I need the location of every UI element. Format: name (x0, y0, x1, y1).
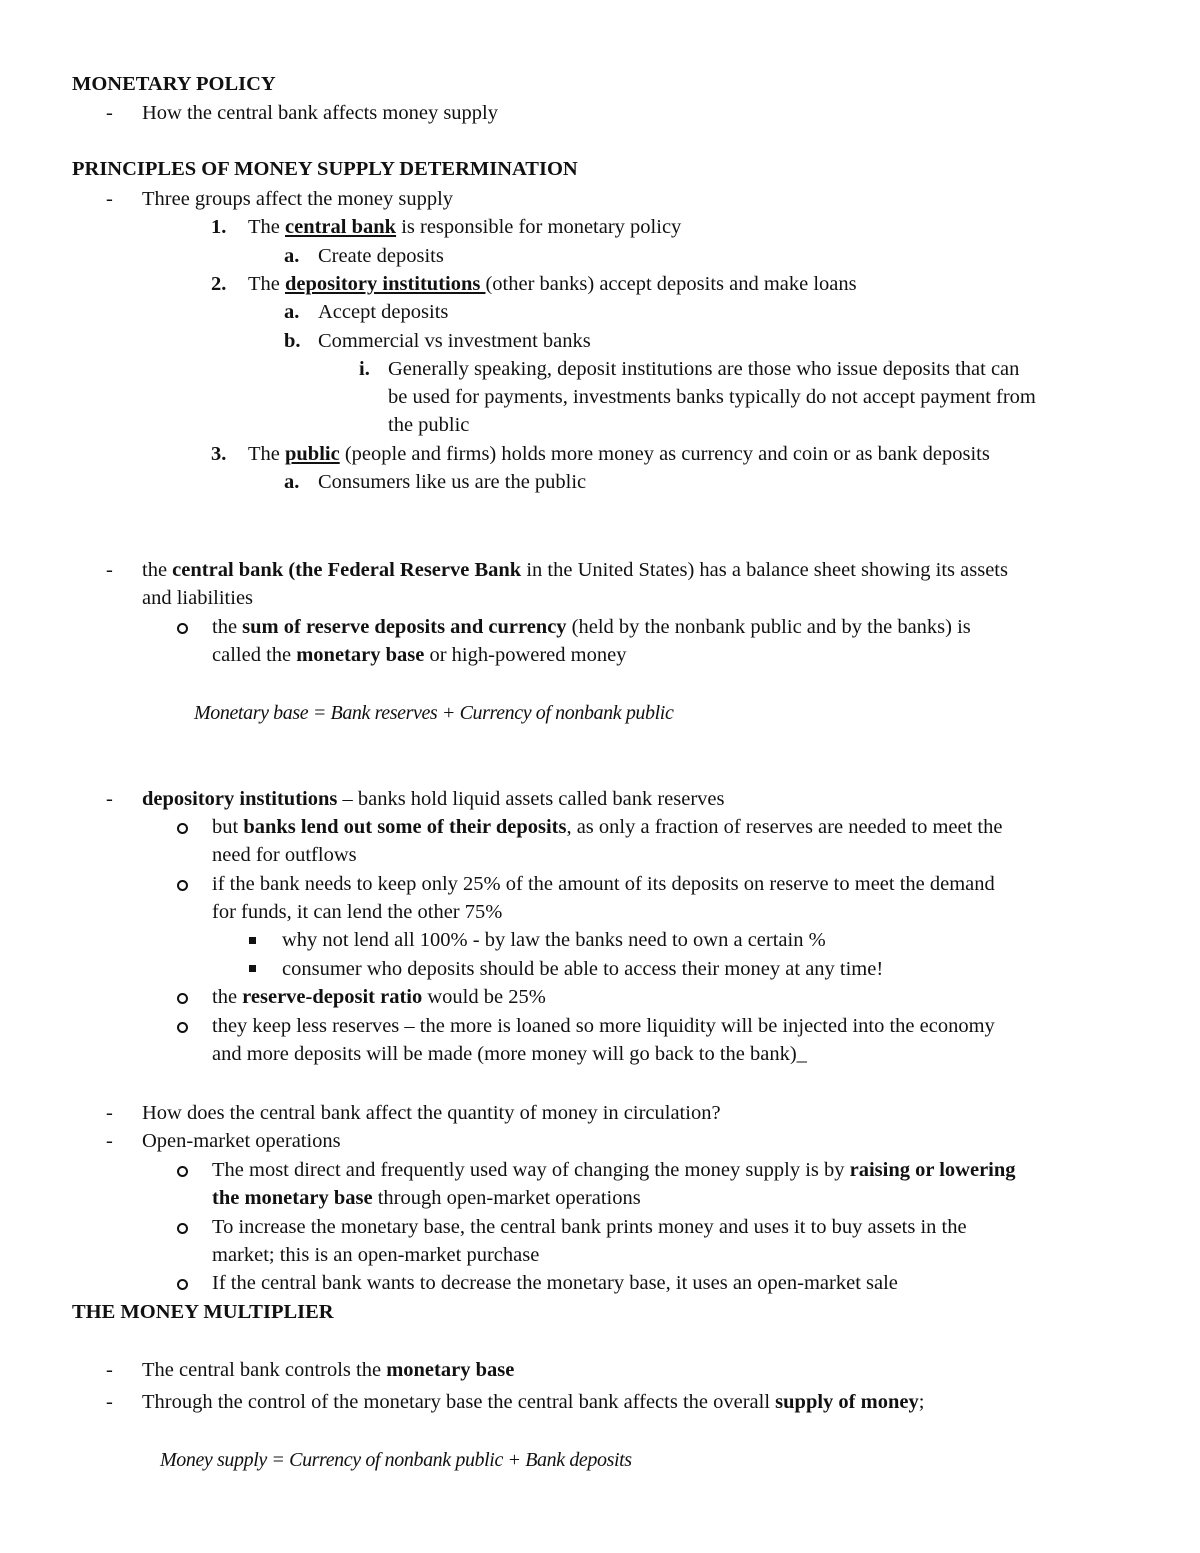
circle-bullet-icon (177, 1022, 188, 1033)
list-letter: a. (284, 245, 300, 267)
dash-bullet: - (106, 559, 113, 581)
bullet-text: Three groups affect the money supply (142, 188, 454, 210)
bullet-text: Open-market operations (142, 1130, 341, 1152)
dash-bullet: - (106, 1130, 113, 1152)
bullet-text: depository institutions – banks hold liquid assets called bank reserves (142, 788, 725, 810)
equation-monetary-base: Monetary base = Bank reserves + Currency of nonbank public (194, 702, 674, 724)
sub-bullet-text: but banks lend out some of their deposits, as only a fraction of reserves are needed to meet the (212, 816, 1003, 838)
circle-bullet-icon (177, 880, 188, 891)
square-bullet-icon (249, 937, 256, 944)
list-roman: i. (359, 358, 370, 380)
dash-bullet: - (106, 1391, 113, 1413)
dash-bullet: - (106, 188, 113, 210)
list-number: 3. (211, 443, 227, 465)
sub-bullet-text: they keep less reserves – the more is loaned so more liquidity will be injected into the economy (212, 1015, 995, 1037)
sub-bullet-text: the monetary base through open-market operations (212, 1187, 641, 1209)
bullet-text: and liabilities (142, 587, 254, 609)
sub-sub-item-text: be used for payments, investments banks typically do not accept payment from (388, 386, 1036, 408)
list-number: 1. (211, 216, 227, 238)
section-heading-principles: PRINCIPLES OF MONEY SUPPLY DETERMINATION (72, 158, 578, 180)
sub-sub-bullet-text: consumer who deposits should be able to access their money at any time! (282, 958, 884, 980)
sub-item-text: Create deposits (318, 245, 444, 267)
dash-bullet: - (106, 1102, 113, 1124)
bullet-text: The central bank controls the monetary base (142, 1359, 515, 1381)
sub-bullet-text: for funds, it can lend the other 75% (212, 901, 503, 923)
sub-bullet-text: If the central bank wants to decrease the monetary base, it uses an open-market sale (212, 1272, 898, 1294)
sub-item-text: Consumers like us are the public (318, 471, 587, 493)
dash-bullet: - (106, 102, 113, 124)
circle-bullet-icon (177, 1166, 188, 1177)
list-letter: a. (284, 301, 300, 323)
list-letter: b. (284, 330, 301, 352)
sub-bullet-text: The most direct and frequently used way of changing the money supply is by raising or lowering (212, 1159, 1016, 1181)
circle-bullet-icon (177, 1223, 188, 1234)
sub-bullet-text: the reserve-deposit ratio would be 25% (212, 986, 546, 1008)
sub-bullet-text: the sum of reserve deposits and currency (held by the nonbank public and by the banks) is (212, 616, 971, 638)
list-number: 2. (211, 273, 227, 295)
sub-bullet-text: need for outflows (212, 844, 357, 866)
list-item-public: The public (people and firms) holds more money as currency and coin or as bank deposits (248, 443, 990, 465)
sub-bullet-text: and more deposits will be made (more money will go back to the bank)_ (212, 1043, 807, 1065)
sub-sub-item-text: Generally speaking, deposit institutions are those who issue deposits that can (388, 358, 1020, 380)
list-item-depository-institutions: The depository institutions (other banks) accept deposits and make loans (248, 273, 857, 295)
sub-bullet-text: if the bank needs to keep only 25% of the amount of its deposits on reserve to meet the demand (212, 873, 995, 895)
bullet-text: How does the central bank affect the quantity of money in circulation? (142, 1102, 721, 1124)
circle-bullet-icon (177, 1279, 188, 1290)
section-heading-money-multiplier: THE MONEY MULTIPLIER (72, 1301, 334, 1323)
square-bullet-icon (249, 965, 256, 972)
sub-sub-item-text: the public (388, 414, 470, 436)
bullet-text: How the central bank affects money supply (142, 102, 498, 124)
sub-item-text: Commercial vs investment banks (318, 330, 591, 352)
equation-money-supply: Money supply = Currency of nonbank public + Bank deposits (160, 1449, 632, 1471)
sub-sub-bullet-text: why not lend all 100% - by law the banks need to own a certain % (282, 929, 826, 951)
circle-bullet-icon (177, 823, 188, 834)
list-letter: a. (284, 471, 300, 493)
list-item-central-bank: The central bank is responsible for monetary policy (248, 216, 682, 238)
circle-bullet-icon (177, 623, 188, 634)
sub-item-text: Accept deposits (318, 301, 449, 323)
bullet-text: Through the control of the monetary base the central bank affects the overall supply of money; (142, 1391, 925, 1413)
sub-bullet-text: To increase the monetary base, the central bank prints money and uses it to buy assets in the (212, 1216, 967, 1238)
section-heading-monetary-policy: MONETARY POLICY (72, 73, 276, 95)
sub-bullet-text: market; this is an open-market purchase (212, 1244, 540, 1266)
bullet-text: the central bank (the Federal Reserve Bank in the United States) has a balance sheet showing its assets (142, 559, 1008, 581)
circle-bullet-icon (177, 993, 188, 1004)
dash-bullet: - (106, 1359, 113, 1381)
sub-bullet-text: called the monetary base or high-powered money (212, 644, 627, 666)
dash-bullet: - (106, 788, 113, 810)
